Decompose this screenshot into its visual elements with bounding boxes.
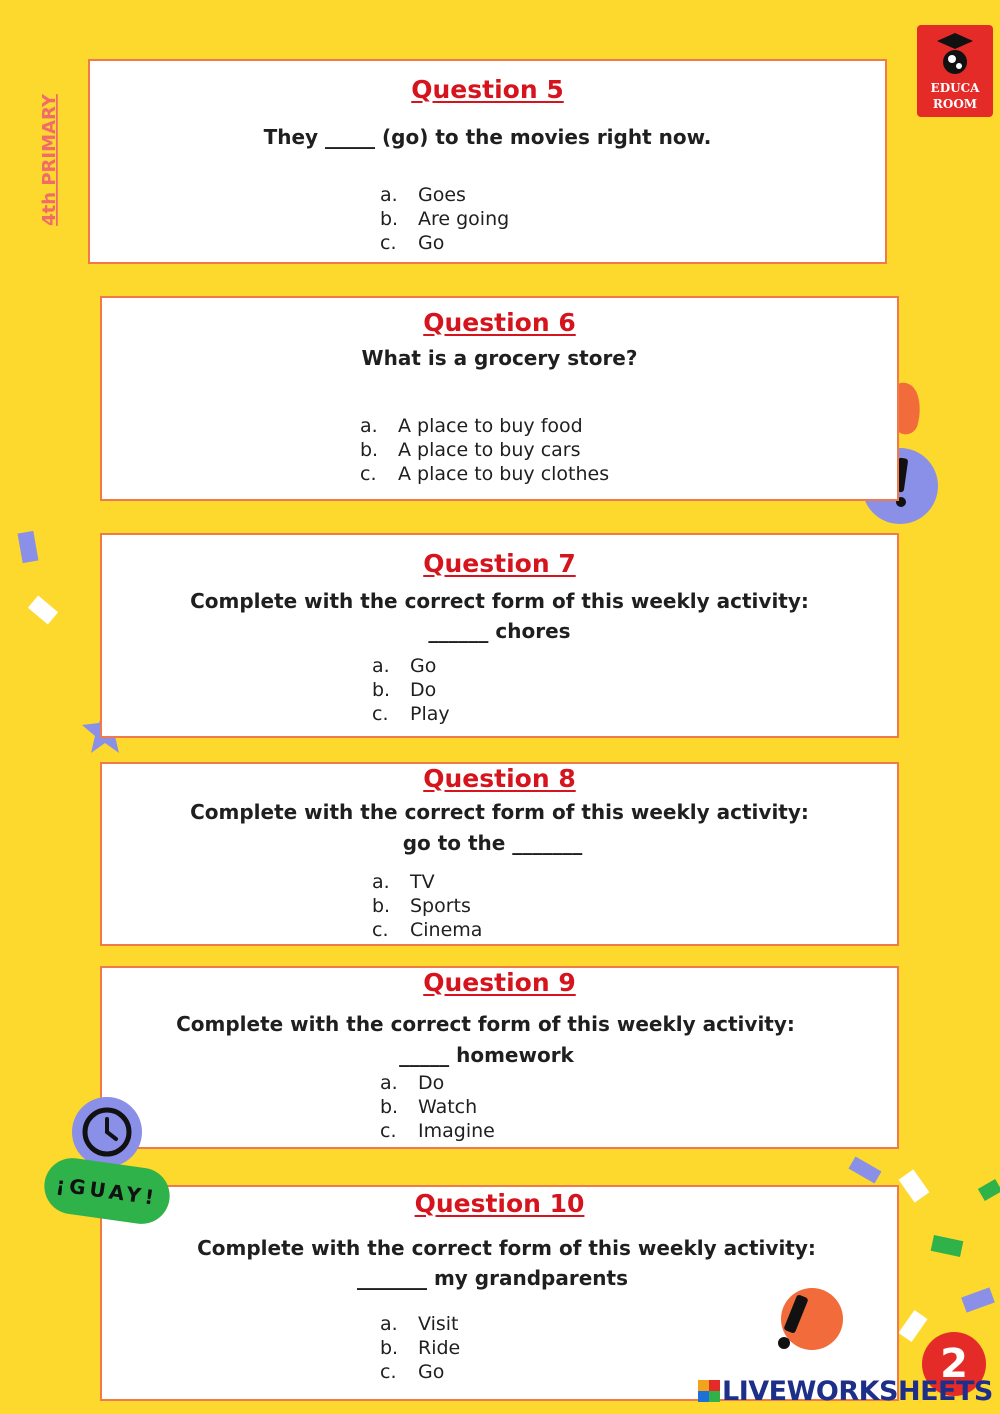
option-text: A place to buy cars: [398, 439, 581, 461]
page-number: 2: [940, 1341, 968, 1387]
option-text: Goes: [418, 184, 466, 206]
option-letter: b.: [380, 1096, 399, 1118]
question-blank-line: _____ homework: [399, 1043, 574, 1067]
confetti-piece: [849, 1156, 882, 1183]
confetti-piece: [898, 1310, 927, 1342]
option-text: TV: [410, 871, 435, 893]
option-letter: b.: [360, 439, 379, 461]
option-letter: c.: [372, 703, 389, 725]
clock-icon: [70, 1095, 144, 1169]
question-title: Question 8: [423, 764, 576, 793]
question-title: Question 9: [423, 968, 576, 997]
question-text: Complete with the correct form of this weekly activity:: [190, 589, 809, 613]
option-letter: b.: [372, 895, 391, 917]
option-a[interactable]: [372, 654, 450, 678]
option-b[interactable]: [372, 678, 450, 702]
options-list: [380, 1071, 495, 1143]
option-letter: a.: [380, 1072, 398, 1094]
option-letter: b.: [380, 1337, 399, 1359]
option-text: Go: [418, 232, 445, 254]
options-list: [380, 183, 509, 255]
question-blank-line: ______ chores: [428, 619, 571, 643]
option-text: A place to buy clothes: [398, 463, 610, 485]
question-title: Question 10: [414, 1189, 585, 1218]
svg-text:4th PRIMARY: 4th PRIMARY: [39, 94, 60, 226]
question-blank-line: _______ my grandparents: [357, 1266, 628, 1290]
question-text: Complete with the correct form of this weekly activity:: [176, 1012, 795, 1036]
options-list: [360, 414, 609, 486]
question-text: What is a grocery store?: [361, 346, 638, 370]
option-text: Go: [418, 1361, 445, 1383]
option-letter: a.: [372, 655, 390, 677]
option-c[interactable]: [380, 1119, 495, 1143]
options-list: [372, 870, 482, 942]
option-text: A place to buy food: [398, 415, 583, 437]
question-text: They _____ (go) to the movies right now.: [263, 125, 712, 149]
option-b[interactable]: [360, 438, 609, 462]
confetti-piece: [28, 596, 58, 625]
question-card-6: [100, 296, 899, 501]
guay-sticker-text: ¡GUAY!: [54, 1171, 160, 1211]
option-a[interactable]: [380, 183, 509, 207]
option-text: Watch: [418, 1096, 478, 1118]
option-letter: c.: [372, 919, 389, 941]
option-text: Do: [410, 679, 437, 701]
options-list: [380, 1312, 460, 1384]
exclamation-icon: [772, 1285, 846, 1355]
liveworksheets-logo-icon: [698, 1380, 720, 1402]
option-text: Are going: [418, 208, 510, 230]
guay-sticker: [41, 1155, 174, 1228]
confetti-piece: [978, 1179, 1000, 1201]
option-b[interactable]: [372, 894, 482, 918]
logo-text-line1: EDUCA: [930, 81, 980, 95]
option-letter: a.: [372, 871, 390, 893]
confetti-piece: [18, 531, 39, 563]
logo-text-line2: ROOM: [932, 97, 978, 111]
question-blank-line: go to the _______: [402, 831, 583, 855]
question-card-5: [88, 59, 887, 264]
question-title: Question 5: [411, 75, 564, 104]
option-letter: a.: [380, 184, 398, 206]
option-text: Play: [410, 703, 450, 725]
question-title: Question 6: [423, 308, 576, 337]
option-b[interactable]: [380, 1336, 460, 1360]
option-c[interactable]: [380, 1360, 460, 1384]
option-b[interactable]: [380, 207, 509, 231]
option-letter: c.: [380, 1120, 397, 1142]
option-letter: c.: [380, 232, 397, 254]
option-c[interactable]: [380, 231, 509, 255]
option-letter: b.: [380, 208, 399, 230]
option-c[interactable]: [360, 462, 609, 486]
liveworksheets-brand: LIVEWORKSHEETS: [698, 1376, 993, 1407]
option-c[interactable]: [372, 702, 450, 726]
question-text: Complete with the correct form of this weekly activity:: [190, 800, 809, 824]
option-text: Sports: [410, 895, 471, 917]
option-text: Do: [418, 1072, 445, 1094]
option-b[interactable]: [380, 1095, 495, 1119]
confetti-piece: [899, 1169, 930, 1202]
option-letter: c.: [360, 463, 377, 485]
question-card-10: [100, 1185, 899, 1401]
option-text: Visit: [418, 1313, 459, 1335]
graduation-cap-icon: [935, 29, 975, 77]
option-letter: a.: [360, 415, 378, 437]
question-card-7: [100, 533, 899, 738]
options-list: [372, 654, 450, 726]
question-card-8: [100, 762, 899, 946]
option-letter: b.: [372, 679, 391, 701]
option-c[interactable]: [372, 918, 482, 942]
option-a[interactable]: [380, 1312, 460, 1336]
option-a[interactable]: [380, 1071, 495, 1095]
confetti-piece: [931, 1235, 964, 1257]
option-letter: a.: [380, 1313, 398, 1335]
question-text: Complete with the correct form of this weekly activity:: [197, 1236, 816, 1260]
confetti-piece: [961, 1287, 995, 1312]
option-text: Ride: [418, 1337, 461, 1359]
option-a[interactable]: [360, 414, 609, 438]
option-text: Imagine: [418, 1120, 495, 1142]
grade-label: [25, 90, 75, 230]
option-letter: c.: [380, 1361, 397, 1383]
question-card-9: [100, 966, 899, 1149]
educa-room-logo: [917, 25, 993, 117]
option-text: Cinema: [410, 919, 483, 941]
option-a[interactable]: [372, 870, 482, 894]
option-text: Go: [410, 655, 437, 677]
question-title: Question 7: [423, 549, 576, 578]
